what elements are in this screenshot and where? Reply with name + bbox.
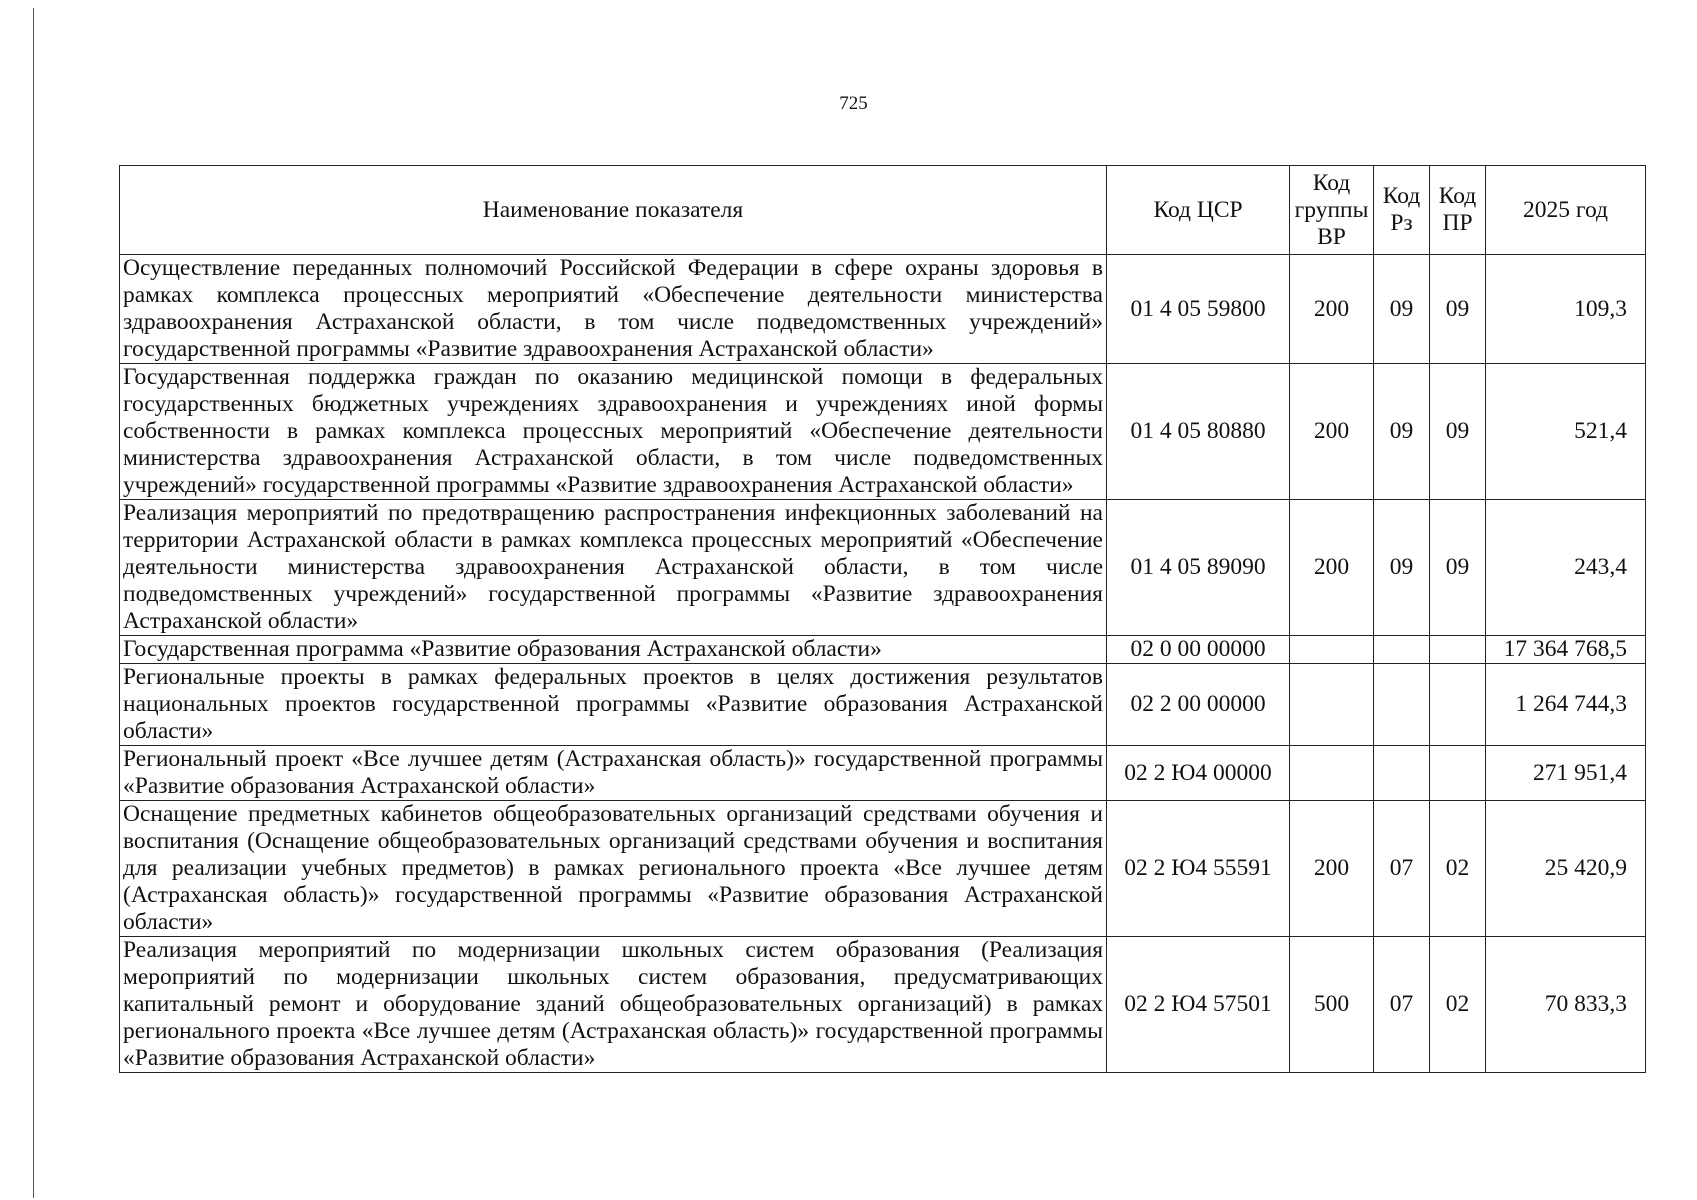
budget-table — [119, 165, 1646, 1073]
row-name: Государственная поддержка граждан по оказанию медицинской помощи в федеральных государственных бюджетных учреждениях здравоохранения и учреждениях иной формы собственности в рамках комплекса процессных мероприятий «Обеспечение деятельности министерства здравоохранения Астраханской области, в том числе подведомственных учреждений» государственной программы «Развитие здравоохранения Астраханской области» — [120, 364, 1107, 500]
row-pr: 02 — [1430, 937, 1486, 1073]
row-rz: 09 — [1374, 255, 1430, 364]
row-csr: 02 2 Ю4 55591 — [1107, 801, 1290, 937]
row-amount: 271 951,4 — [1486, 746, 1646, 801]
table-row — [120, 364, 1646, 500]
row-name: Региональный проект «Все лучшее детям (Астраханская область)» государственной программы «Развитие образования Астраханской области» — [120, 746, 1107, 801]
table-row — [120, 746, 1646, 801]
row-name: Реализация мероприятий по модернизации школьных систем образования (Реализация мероприятий по модернизации школьных систем образования, предусматривающих капитальный ремонт и оборудование зданий общеобразовательных организаций) в рамках регионального проекта «Все лучшее детям (Астраханская область)» государственной программы «Развитие образования Астраханской области» — [120, 937, 1107, 1073]
row-vr: 200 — [1290, 255, 1374, 364]
row-csr: 02 0 00 00000 — [1107, 636, 1290, 664]
row-rz — [1374, 746, 1430, 801]
row-pr: 09 — [1430, 500, 1486, 636]
header-rz: Код Рз — [1374, 166, 1430, 255]
row-csr: 02 2 Ю4 00000 — [1107, 746, 1290, 801]
table-row — [120, 937, 1646, 1073]
row-csr: 02 2 00 00000 — [1107, 664, 1290, 746]
row-amount: 243,4 — [1486, 500, 1646, 636]
row-name: Оснащение предметных кабинетов общеобразовательных организаций средствами обучения и воспитания (Оснащение общеобразовательных организаций средствами обучения и воспитания для реализации учебных предметов) в рамках регионального проекта «Все лучшее детям (Астраханская область)» государственной программы «Развитие образования Астраханской области» — [120, 801, 1107, 937]
row-csr: 01 4 05 89090 — [1107, 500, 1290, 636]
row-name: Осуществление переданных полномочий Российской Федерации в сфере охраны здоровья в рамках комплекса процессных мероприятий «Обеспечение деятельности министерства здравоохранения Астраханской области, в том числе подведомственных учреждений» государственной программы «Развитие здравоохранения Астраханской области» — [120, 255, 1107, 364]
header-csr: Код ЦСР — [1107, 166, 1290, 255]
row-amount: 70 833,3 — [1486, 937, 1646, 1073]
header-vr: Код группы ВР — [1290, 166, 1374, 255]
table-row — [120, 255, 1646, 364]
row-pr — [1430, 664, 1486, 746]
header-year: 2025 год — [1486, 166, 1646, 255]
page-number: 725 — [839, 93, 868, 114]
row-pr — [1430, 636, 1486, 664]
row-rz: 07 — [1374, 937, 1430, 1073]
row-vr: 200 — [1290, 364, 1374, 500]
row-pr: 09 — [1430, 364, 1486, 500]
row-vr — [1290, 636, 1374, 664]
header-name: Наименование показателя — [120, 166, 1107, 255]
row-rz — [1374, 664, 1430, 746]
row-rz: 09 — [1374, 364, 1430, 500]
table-header-row — [120, 166, 1646, 255]
table-row — [120, 636, 1646, 664]
row-vr: 200 — [1290, 500, 1374, 636]
row-amount: 521,4 — [1486, 364, 1646, 500]
row-rz — [1374, 636, 1430, 664]
row-rz: 09 — [1374, 500, 1430, 636]
row-amount: 1 264 744,3 — [1486, 664, 1646, 746]
row-amount: 25 420,9 — [1486, 801, 1646, 937]
row-pr — [1430, 746, 1486, 801]
row-name: Государственная программа «Развитие образования Астраханской области» — [120, 636, 1107, 664]
row-name: Региональные проекты в рамках федеральных проектов в целях достижения результатов национальных проектов государственной программы «Развитие образования Астраханской области» — [120, 664, 1107, 746]
row-name: Реализация мероприятий по предотвращению распространения инфекционных заболеваний на территории Астраханской области в рамках комплекса процессных мероприятий «Обеспечение деятельности министерства здравоохранения Астраханской области, в том числе подведомственных учреждений» государственной программы «Развитие здравоохранения Астраханской области» — [120, 500, 1107, 636]
binding-line — [33, 8, 34, 1198]
table-row — [120, 500, 1646, 636]
row-vr — [1290, 746, 1374, 801]
row-csr: 02 2 Ю4 57501 — [1107, 937, 1290, 1073]
row-vr: 200 — [1290, 801, 1374, 937]
row-rz: 07 — [1374, 801, 1430, 937]
row-amount: 109,3 — [1486, 255, 1646, 364]
row-vr — [1290, 664, 1374, 746]
row-csr: 01 4 05 80880 — [1107, 364, 1290, 500]
row-csr: 01 4 05 59800 — [1107, 255, 1290, 364]
row-amount: 17 364 768,5 — [1486, 636, 1646, 664]
header-pr: Код ПР — [1430, 166, 1486, 255]
table-row — [120, 801, 1646, 937]
row-pr: 09 — [1430, 255, 1486, 364]
table-row — [120, 664, 1646, 746]
row-pr: 02 — [1430, 801, 1486, 937]
row-vr: 500 — [1290, 937, 1374, 1073]
